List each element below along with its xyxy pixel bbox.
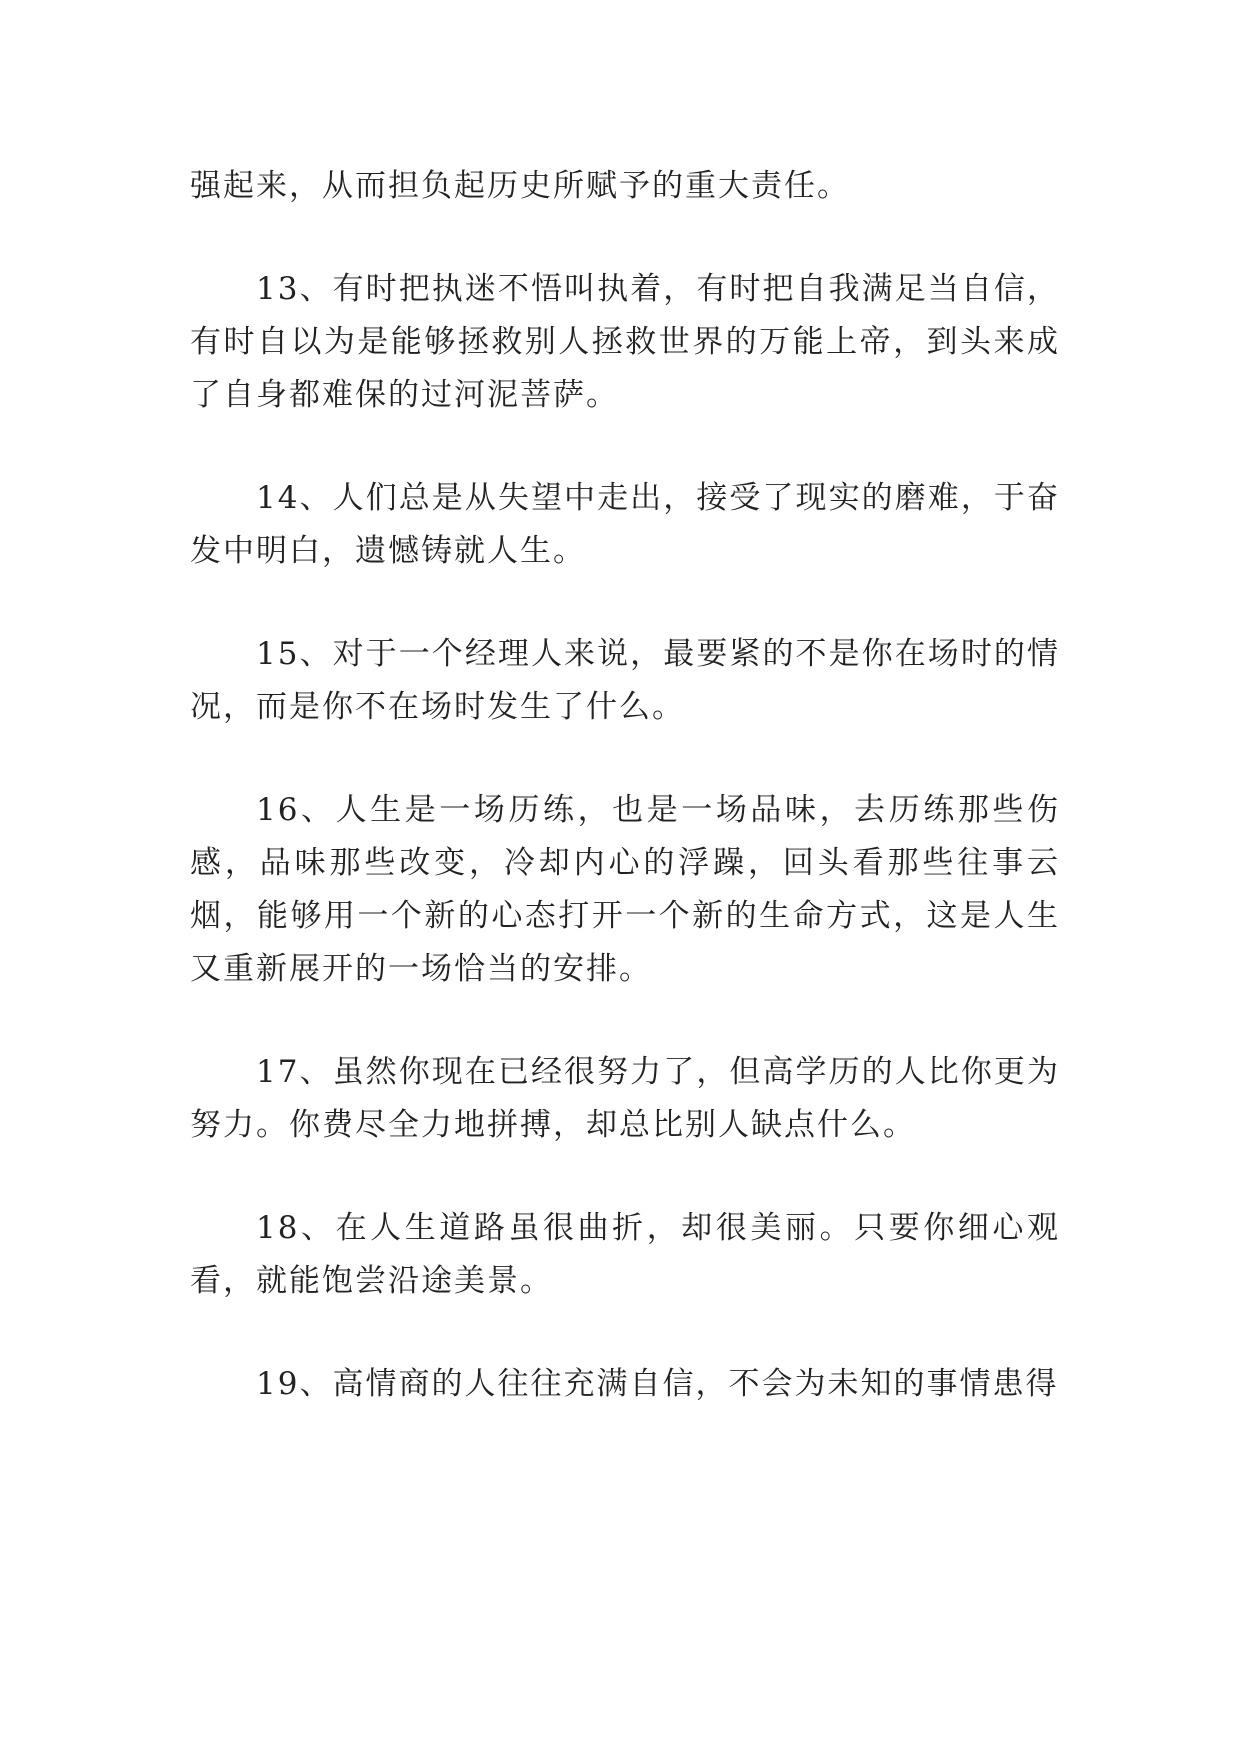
paragraph-18: 18、在人生道路虽很曲折，却很美丽。只要你细心观看，就能饱尝沿途美景。 bbox=[190, 1210, 1060, 1299]
paragraph-19: 19、高情商的人往往充满自信，不会为未知的事情患得 bbox=[256, 1366, 1059, 1402]
paragraph-13: 13、有时把执迷不悟叫执着，有时把自我满足当自信，有时自以为是能够拯救别人拯救世界的万能上帝，到头来成了自身都难保的过河泥菩萨。 bbox=[190, 271, 1060, 413]
paragraph-continuation: 强起来，从而担负起历史所赋予的重大责任。 bbox=[190, 168, 850, 204]
document-body bbox=[190, 160, 1060, 1461]
paragraph-17: 17、虽然你现在已经很努力了，但高学历的人比你更为努力。你费尽全力地拼搏，却总比别人缺点什么。 bbox=[190, 1054, 1060, 1143]
paragraph-16: 16、人生是一场历练，也是一场品味，去历练那些伤感，品味那些改变，冷却内心的浮躁，回头看那些往事云烟，能够用一个新的心态打开一个新的生命方式，这是人生又重新展开的一场恰当的安排。 bbox=[190, 792, 1060, 987]
paragraph-14: 14、人们总是从失望中走出，接受了现实的磨难，于奋发中明白，遗憾铸就人生。 bbox=[190, 480, 1060, 569]
paragraph-15: 15、对于一个经理人来说，最要紧的不是你在场时的情况，而是你不在场时发生了什么。 bbox=[190, 636, 1060, 725]
